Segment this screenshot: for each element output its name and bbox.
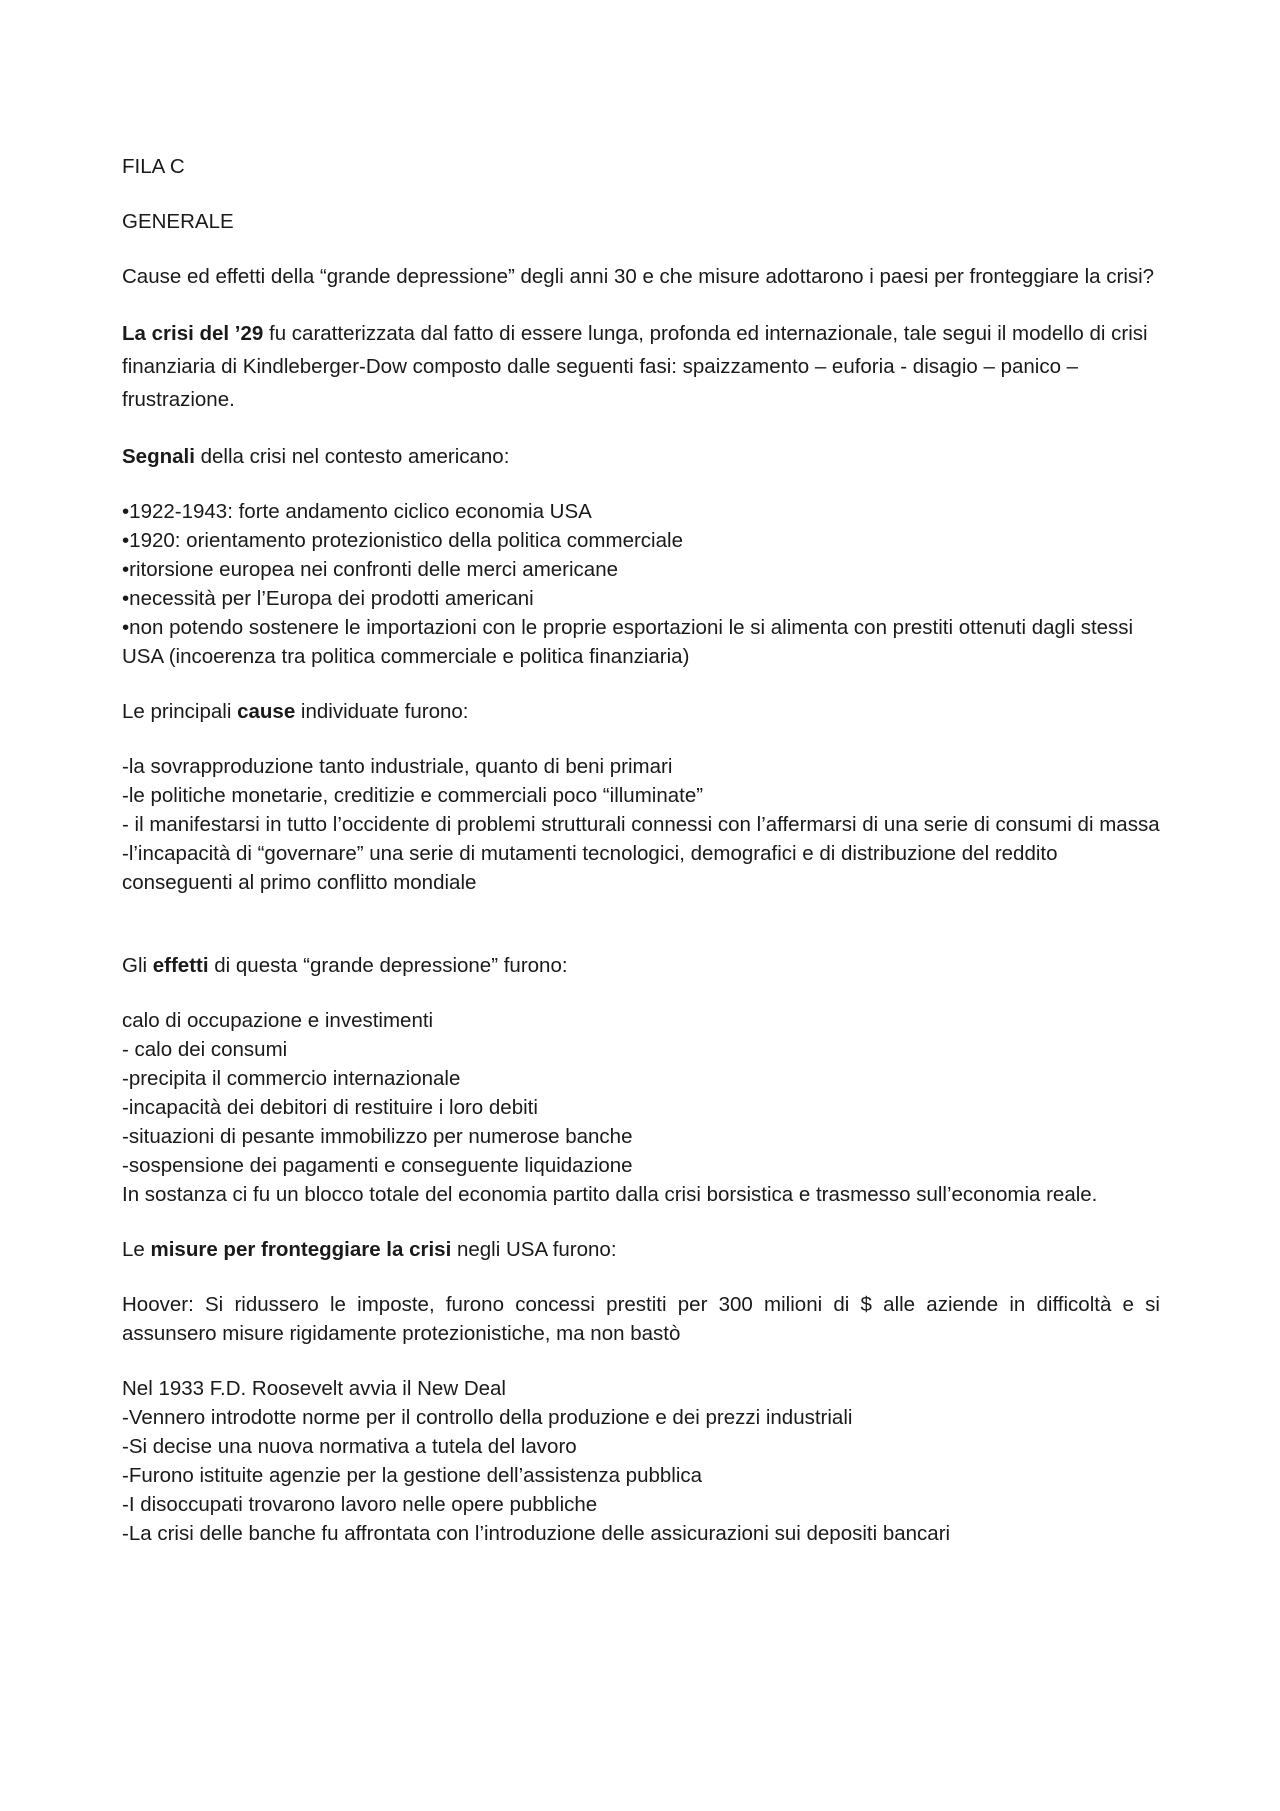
causes-heading-post: individuate furono:: [295, 700, 469, 723]
list-item: - il manifestarsi in tutto l’occidente di problemi strutturali connessi con l’affermarsi di una serie di consumi di massa: [122, 813, 1160, 836]
list-item: -Furono istituite agenzie per la gestione dell’assistenza pubblica: [122, 1464, 703, 1487]
section-title: GENERALE: [122, 210, 234, 233]
causes-heading-pre: Le principali: [122, 700, 238, 723]
measures-heading-bold: misure per fronteggiare la crisi: [150, 1238, 452, 1261]
list-item: -sospensione dei pagamenti e conseguente liquidazione: [122, 1154, 633, 1177]
list-item: -precipita il commercio internazionale: [122, 1067, 461, 1090]
intro-paragraph: [122, 317, 1160, 416]
effects-heading-post: di questa “grande depressione” furono:: [208, 954, 568, 977]
list-item: -le politiche monetarie, creditizie e commerciali poco “illuminate”: [122, 784, 704, 807]
list-item: •non potendo sostenere le importazioni con le proprie esportazioni le si alimenta con prestiti ottenuti dagli stessi USA (incoerenza tra politica commerciale e politica finanziaria): [122, 616, 1134, 668]
effects-heading: [122, 951, 1160, 980]
causes-heading-bold: cause: [237, 700, 296, 723]
causes-heading: [122, 697, 1160, 726]
measures-heading-post: negli USA furono:: [451, 1238, 617, 1261]
list-item: -I disoccupati trovarono lavoro nelle opere pubbliche: [122, 1493, 598, 1516]
list-item: -Si decise una nuova normativa a tutela del lavoro: [122, 1435, 577, 1458]
list-item: -Vennero introdotte norme per il controllo della produzione e dei prezzi industriali: [122, 1406, 853, 1429]
list-item: Nel 1933 F.D. Roosevelt avvia il New Deal: [122, 1377, 506, 1400]
question: Cause ed effetti della “grande depressione” degli anni 30 e che misure adottarono i paesi per fronteggiare la crisi?: [122, 265, 1155, 288]
signals-list: [122, 497, 1160, 671]
measures-heading-pre: Le: [122, 1238, 151, 1261]
list-item: •ritorsione europea nei confronti delle merci americane: [122, 558, 619, 581]
list-item: In sostanza ci fu un blocco totale del economia partito dalla crisi borsistica e trasmesso sull’economia reale.: [122, 1183, 1098, 1206]
intro-text: fu caratterizzata dal fatto di essere lunga, profonda ed internazionale, tale segui il modello di crisi finanziaria di Kindleberger-Dow composto dalle seguenti fasi: spaizzamento – euforia - disagio – panico – frustrazione.: [122, 322, 1148, 411]
list-item: •1922-1943: forte andamento ciclico economia USA: [122, 500, 592, 523]
signals-heading: [122, 442, 1160, 471]
effects-heading-bold: effetti: [152, 954, 209, 977]
list-item: -l’incapacità di “governare” una serie di mutamenti tecnologici, demografici e di distribuzione del reddito conseguenti al primo conflitto mondiale: [122, 842, 1058, 894]
list-item: calo di occupazione e investimenti: [122, 1009, 434, 1032]
list-item: -La crisi delle banche fu affrontata con l’introduzione delle assicurazioni sui depositi bancari: [122, 1522, 951, 1545]
hoover-paragraph: Hoover: Si ridussero le imposte, furono concessi prestiti per 300 milioni di $ alle aziende in difficoltà e si assunsero misure rigidamente protezionistiche, ma non bastò: [122, 1293, 1160, 1345]
list-item: - calo dei consumi: [122, 1038, 288, 1061]
list-item: -situazioni di pesante immobilizzo per numerose banche: [122, 1125, 633, 1148]
causes-list: [122, 752, 1160, 897]
signals-heading-text: della crisi nel contesto americano:: [194, 445, 510, 468]
intro-bold: La crisi del ’29: [122, 322, 264, 345]
measures-heading: [122, 1235, 1160, 1264]
effects-heading-pre: Gli: [122, 954, 153, 977]
effects-list: [122, 1006, 1160, 1209]
fila-label: FILA C: [122, 155, 185, 178]
list-item: -la sovrapproduzione tanto industriale, quanto di beni primari: [122, 755, 673, 778]
signals-heading-bold: Segnali: [122, 445, 195, 468]
list-item: •1920: orientamento protezionistico della politica commerciale: [122, 529, 683, 552]
list-item: •necessità per l’Europa dei prodotti americani: [122, 587, 534, 610]
spacer: [122, 923, 1160, 951]
new-deal-list: [122, 1374, 1160, 1548]
list-item: -incapacità dei debitori di restituire i loro debiti: [122, 1096, 538, 1119]
